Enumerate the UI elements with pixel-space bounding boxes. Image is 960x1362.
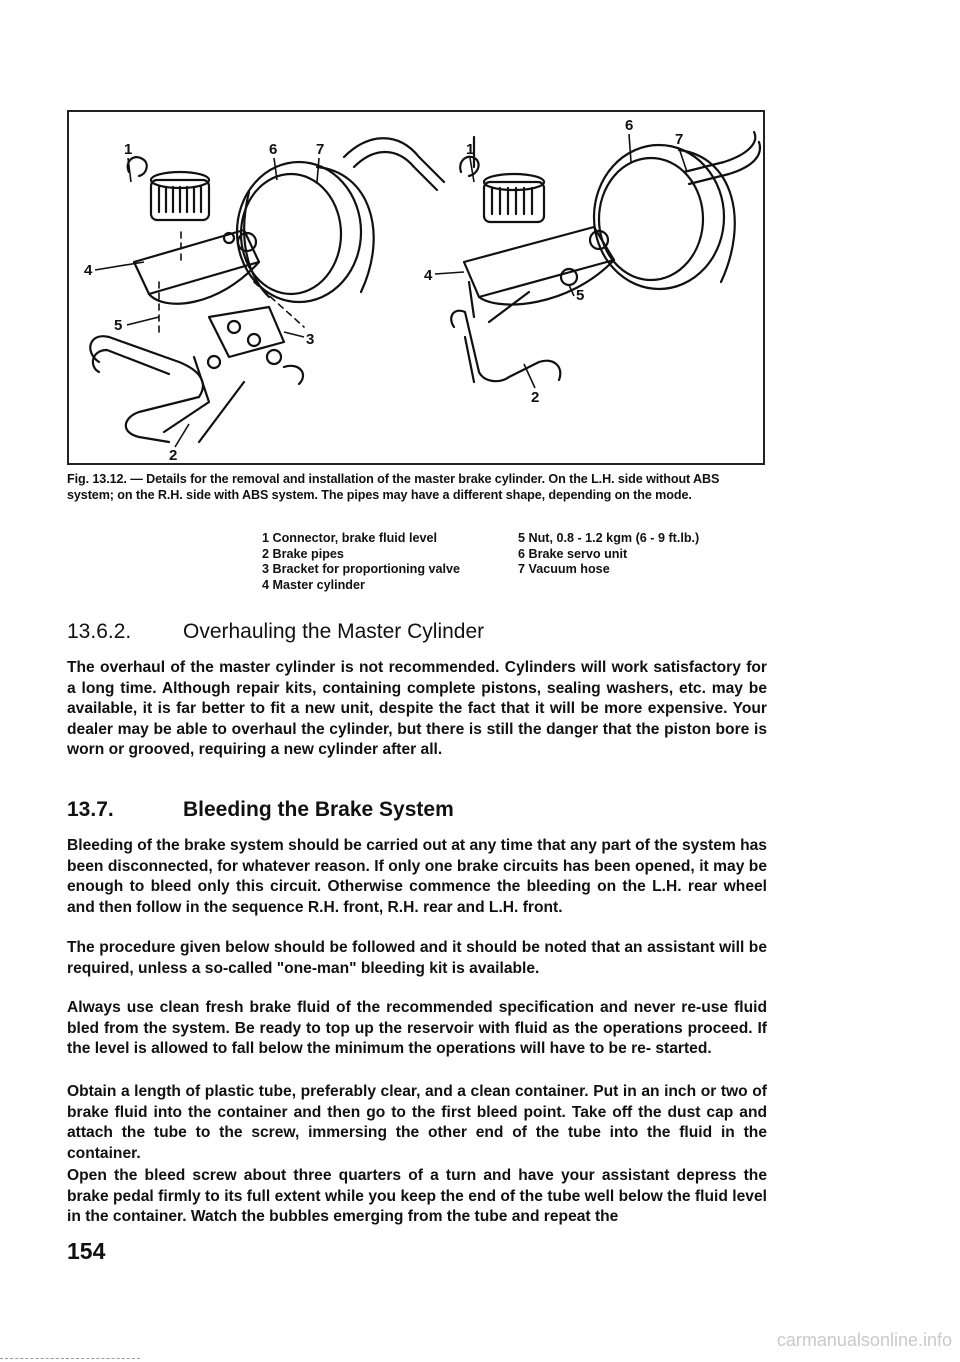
section-heading-bleeding <box>67 798 454 822</box>
figure-legend <box>262 531 782 593</box>
page-number: 154 <box>67 1238 106 1264</box>
legend-item: 6 Brake servo unit <box>518 546 628 561</box>
master-cylinder-diagram <box>69 112 763 463</box>
legend-item: 4 Master cylinder <box>262 577 365 592</box>
body-paragraph: The overhaul of the master cylinder is not recommended. Cylinders will work satisfactory for a long time. Although repair kits, containing complete pistons, sealing washers, etc. may be available, it is far better to fit a new unit, despite the fact that it will be more expensive. Your dealer may be able to overhaul the cylinder, but there is still the danger that the piston bore is worn or grooved, requiring a new cylinder after all. <box>67 659 767 759</box>
callout-6-right: 6 <box>625 117 634 134</box>
body-paragraph: Open the bleed screw about three quarters of a turn and have your assistant depress the brake pedal firmly to its full extent while you keep the end of the tube well below the fluid level in the container. Watch the bubbles emerging from the tube and repeat the <box>67 1167 767 1226</box>
legend-item: 5 Nut, 0.8 - 1.2 kgm (6 - 9 ft.lb.) <box>518 531 700 545</box>
section-number: 13.6.2. <box>67 620 132 643</box>
legend-item: 7 Vacuum hose <box>518 562 610 576</box>
callout-3-left: 3 <box>306 331 315 348</box>
body-paragraph: Obtain a length of plastic tube, preferably clear, and a clean container. Put in an inch or two of brake fluid into the container and then go to the first bleed point. Take off the dust cap and attach the tube to the screw, immersing the other end of the tube into the fluid in the container. <box>67 1083 767 1162</box>
section-number: 13.7. <box>67 798 114 821</box>
legend-item: 2 Brake pipes <box>262 546 344 561</box>
callout-1-right: 1 <box>466 141 475 158</box>
callout-7-left: 7 <box>316 141 325 158</box>
callout-2-right: 2 <box>531 389 540 406</box>
section-title: Overhauling the Master Cylinder <box>183 620 485 643</box>
callout-7-right: 7 <box>675 131 684 148</box>
body-paragraph: The procedure given below should be followed and it should be noted that an assistant will be required, unless a so-called "one-man" bleeding kit is available. <box>67 939 767 977</box>
callout-4-right: 4 <box>424 267 433 284</box>
watermark: carmanualsonline.info <box>776 1330 952 1350</box>
body-paragraph: Always use clean fresh brake fluid of the recommended specification and never re-use fluid bled from the system. Be ready to top up the reservoir with fluid as the operations proceed. If the level is allowed to fall below the minimum the operations will have to be re- started. <box>67 999 767 1058</box>
callout-6-left: 6 <box>269 141 278 158</box>
callout-5-right: 5 <box>576 287 585 304</box>
callout-4-left: 4 <box>84 262 93 279</box>
section-heading-overhauling <box>67 620 484 644</box>
section-title: Bleeding the Brake System <box>183 798 454 821</box>
figure-illustration <box>67 110 765 465</box>
legend-item: 1 Connector, brake fluid level <box>262 531 437 545</box>
figure-caption: Fig. 13.12. — Details for the removal and installation of the master brake cylinder. On the L.H. side without ABS system; on the R.H. side with ABS system. The pipes may have a different shape, depending on the mode. <box>67 472 720 502</box>
legend-item: 3 Bracket for proportioning valve <box>262 562 461 576</box>
footer-rule <box>0 1358 140 1360</box>
callout-2-left: 2 <box>169 447 178 463</box>
body-paragraph: Bleeding of the brake system should be carried out at any time that any part of the system has been disconnected, for whatever reason. If only one brake circuits has been opened, it may be enough to bleed only this circuit. Otherwise commence the bleeding on the L.H. rear wheel and then follow in the sequence R.H. front, R.H. rear and L.H. front. <box>67 837 767 916</box>
callout-1-left: 1 <box>124 141 133 158</box>
callout-5-left: 5 <box>114 317 123 334</box>
